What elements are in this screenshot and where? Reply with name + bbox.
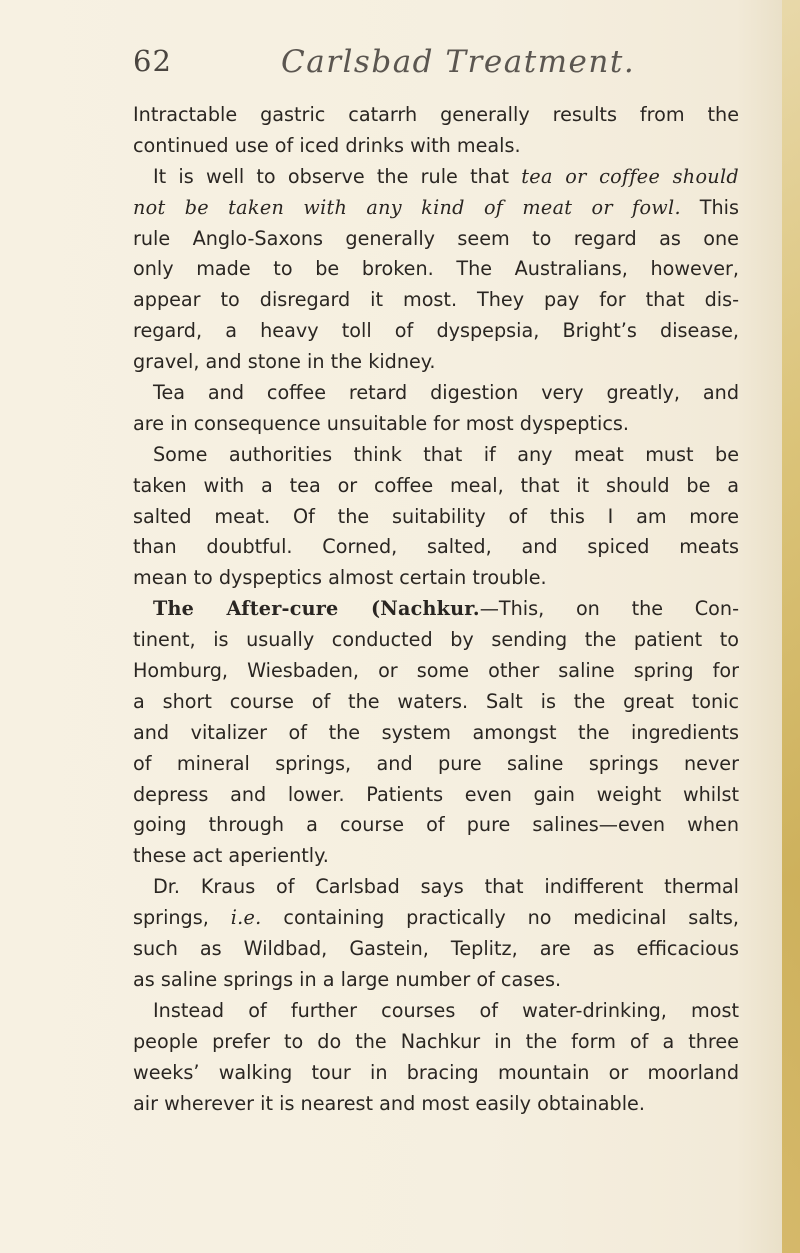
text-line: Some authorities think that if any meat must be (153, 442, 739, 466)
text-line: regard, a heavy toll of dyspepsia, Bright’s disease, (133, 319, 739, 343)
text-line: are in consequence unsuitable for most dyspeptics. (133, 411, 629, 435)
page-edge-stain (782, 0, 800, 1253)
text-line: continued use of iced drinks with meals. (133, 133, 521, 157)
text-span: springs, (133, 906, 231, 930)
text-line (133, 162, 739, 193)
text-line: tinent, is usually conducted by sending the patient to (133, 628, 739, 652)
text-line: Homburg, Wiesbaden, or some other saline spring for (133, 659, 739, 683)
text-line: than doubtful. Corned, salted, and spiced meats (133, 535, 739, 559)
text-line (133, 193, 739, 224)
page-number: 62 (133, 44, 172, 78)
text-line: Tea and coffee retard digestion very greatly, and (153, 381, 739, 405)
text-line: going through a course of pure salines—even when (133, 813, 739, 837)
text-span: It is well to observe the rule that (153, 164, 522, 188)
text-line: appear to disregard it most. They pay for that dis- (133, 288, 739, 312)
text-line: Dr. Kraus of Carlsbad says that indifferent thermal (153, 875, 739, 899)
running-head: Carlsbad Treatment. (281, 44, 636, 80)
text-line: gravel, and stone in the kidney. (133, 350, 436, 374)
text-line: salted meat. Of the suitability of this I am more (133, 504, 739, 528)
italic-span: not be taken with any kind of meat or fowl. (133, 195, 681, 219)
body-text (133, 100, 739, 1119)
text-line: people prefer to do the Nachkur in the form of a three (133, 1029, 739, 1053)
text-line: air wherever it is nearest and most easily obtainable. (133, 1091, 645, 1115)
italic-span: i.e. (230, 906, 262, 930)
italic-span: tea or coffee should (521, 164, 739, 188)
section-heading: The After-cure (Nachkur. (153, 597, 480, 621)
text-line: Intractable gastric catarrh generally results from the (133, 103, 739, 126)
text-line (133, 594, 739, 625)
text-span: —This, on the Con- (479, 597, 739, 621)
text-line: mean to dyspeptics almost certain trouble. (133, 566, 547, 590)
text-line: depress and lower. Patients even gain weight whilst (133, 782, 739, 806)
text-line: such as Wildbad, Gastein, Teplitz, are as efficacious (133, 937, 739, 961)
page-header (133, 44, 753, 94)
text-line: these act aperiently. (133, 844, 329, 868)
text-line: of mineral springs, and pure saline springs never (133, 751, 739, 775)
text-line: as saline springs in a large number of cases. (133, 967, 562, 991)
text-line: and vitalizer of the system amongst the ingredients (133, 720, 739, 744)
text-line: rule Anglo-Saxons generally seem to regard as one (133, 226, 739, 250)
text-line: taken with a tea or coffee meal, that it should be a (133, 473, 739, 497)
text-line: weeks’ walking tour in bracing mountain or moorland (133, 1060, 739, 1084)
text-line (133, 903, 739, 934)
text-line: a short course of the waters. Salt is the great tonic (133, 689, 739, 713)
text-line: only made to be broken. The Australians, however, (133, 257, 739, 281)
text-span: containing practically no medicinal salts, (261, 906, 739, 930)
text-line: Instead of further courses of water-drinking, most (153, 998, 739, 1022)
text-span: This (680, 195, 739, 219)
